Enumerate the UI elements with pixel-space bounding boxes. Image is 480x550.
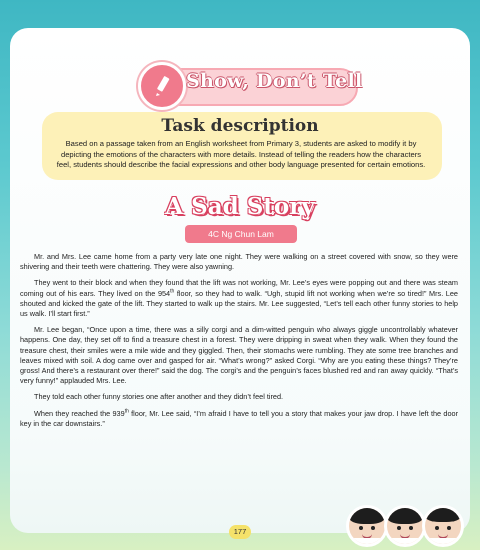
paragraph: They told each other funny stories one after another and they didn’t feel tired. (34, 392, 284, 402)
avatar (346, 505, 388, 547)
task-description: Based on a passage taken from an English worksheet from Primary 3, students are asked to modify it by depicting the emotions of the characters with more details. Instead of telling the readers how the characters feel, students should describe the facial expressions and other body language presented for certain emotions. (56, 139, 426, 169)
paragraph: They went to their block and when they found that the lift was not working, Mr. Lee’s eyes were popping out and there was steam coming out of his ears. They lived on the 954th floor, so they had to walk. “Ugh, stupid lift not working when we’re so tired!” Mrs. Lee shouted and kicked the gate of the lift. They started to walk up the stairs. Mr. Lee suggested, “Let’s tell each other funny stories to help us walk. I’ll start first.” (20, 278, 458, 319)
avatar (384, 505, 426, 547)
paragraph: Mr. Lee began, “Once upon a time, there was a silly corgi and a dim-witted penguin who always giggle uncontrollably whatever happens. One day, they set off to find a treasure chest in a forest. They were dripping in sweat when they walk. When they found the treasure chest, their smiles were a mile wide and they giggled. Then, their stomachs were rumbling. They ate some tree branches and leaves mixed with soil. A dog came over and gasped for air. “What’s wrong?” asked Corgi. “Why are you eating these things? They’re gross! And there’s a restaurant over there!” said the dog. The corgi’s and the penguin’s faces blushed red and ran away quickly. “That’s very funny!” applauded Mrs. Lee. (20, 325, 458, 386)
paragraph: When they reached the 939th floor, Mr. Lee said, “I’m afraid I have to tell you a story that makes your jaw drop. I have left the door key in the car downstairs.” (20, 408, 459, 428)
pencil-icon-badge (138, 62, 186, 110)
avatar (422, 505, 464, 547)
task-title: Task description (161, 116, 319, 136)
author-badge: 4C Ng Chun Lam (185, 225, 297, 243)
page-number: 177 (229, 525, 251, 539)
paragraph: Mr. and Mrs. Lee came home from a party very late one night. They were walking on a street covered with snow, so they were shivering and their teeth were chattering. They were also yawning. (20, 252, 458, 272)
pencil-icon (150, 74, 174, 98)
story-body (20, 252, 458, 435)
section-title: Show, Don’t Tell (186, 70, 363, 92)
story-title: A Sad Story (165, 193, 315, 220)
